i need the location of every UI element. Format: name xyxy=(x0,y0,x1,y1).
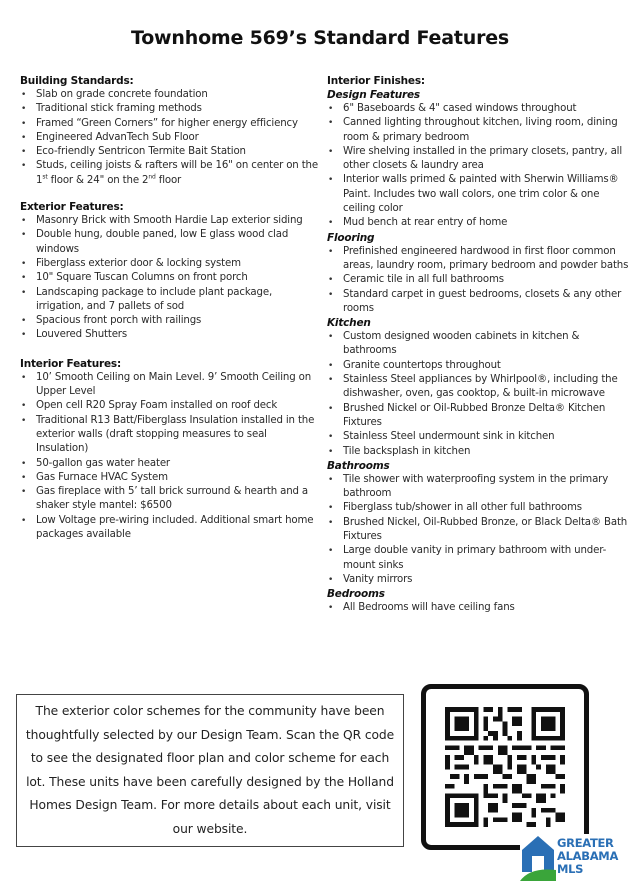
section-flooring xyxy=(327,231,632,316)
subsection-heading: Design Features xyxy=(327,89,420,101)
section-bathrooms xyxy=(327,459,632,587)
list-item: • Canned lighting throughout kitchen, living room, dining room & primary bedroom xyxy=(327,116,632,145)
section-bedrooms xyxy=(327,587,632,615)
list-item: • Mud bench at rear entry of home xyxy=(327,216,632,230)
design-features-list xyxy=(327,102,632,231)
section-exterior-features xyxy=(20,200,320,343)
logo-line: MLS xyxy=(557,862,584,876)
section-interior-features xyxy=(20,357,320,543)
list-item: • Stainless Steel appliances by Whirlpool®, including the dishwasher, oven, gas cooktop, & built-in microwave xyxy=(327,373,632,402)
list-item: • Granite countertops throughout xyxy=(327,359,632,373)
list-item: • Eco-friendly Sentricon Termite Bait Station xyxy=(20,145,320,159)
interior-features-list xyxy=(20,371,320,543)
list-item: • Low Voltage pre-wiring included. Additional smart home packages available xyxy=(20,514,320,543)
list-item: • Brushed Nickel or Oil-Rubbed Bronze Delta® Kitchen Fixtures xyxy=(327,402,632,431)
list-item: • Gas Furnace HVAC System xyxy=(20,471,320,485)
list-item: • Tile backsplash in kitchen xyxy=(327,445,632,459)
logo-line: ALABAMA xyxy=(557,849,619,863)
left-column xyxy=(20,74,320,542)
list-item: • Engineered AdvanTech Sub Floor xyxy=(20,131,320,145)
section-heading: Interior Features: xyxy=(20,357,121,370)
list-item: • Large double vanity in primary bathroom with under-mount sinks xyxy=(327,544,632,573)
list-item: • 50-gallon gas water heater xyxy=(20,457,320,471)
list-item: • Vanity mirrors xyxy=(327,573,632,587)
list-item: • Interior walls primed & painted with Sherwin Williams® Paint. Includes two wall colors, one trim color & one ceiling color xyxy=(327,173,632,216)
house-icon xyxy=(520,834,556,881)
list-item: • Tile shower with waterproofing system in the primary bathroom xyxy=(327,473,632,502)
section-kitchen xyxy=(327,316,632,459)
list-item: • 6" Baseboards & 4" cased windows throughout xyxy=(327,102,632,116)
logo-text xyxy=(557,837,618,876)
right-column xyxy=(327,74,632,616)
list-item: • Spacious front porch with railings xyxy=(20,314,320,328)
text: floor & 24" on the 2 xyxy=(47,174,149,186)
info-box xyxy=(16,694,404,847)
list-item: • Fiberglass exterior door & locking system xyxy=(20,257,320,271)
greater-alabama-mls-logo xyxy=(520,834,640,881)
list-item: • Masonry Brick with Smooth Hardie Lap exterior siding xyxy=(20,214,320,228)
section-heading-interior-finishes: Interior Finishes: xyxy=(327,75,425,87)
section-design-features xyxy=(327,88,632,231)
bedrooms-list xyxy=(327,601,632,615)
building-standards-list xyxy=(20,88,320,188)
text: floor xyxy=(155,174,182,186)
list-item: • Wire shelving installed in the primary closets, pantry, all other closets & laundry area xyxy=(327,145,632,174)
list-item: • Double hung, double paned, low E glass wood clad windows xyxy=(20,228,320,257)
list-item: • 10’ Smooth Ceiling on Main Level. 9’ Smooth Ceiling on Upper Level xyxy=(20,371,320,400)
exterior-features-list xyxy=(20,214,320,343)
subsection-heading: Flooring xyxy=(327,231,375,244)
list-item: • Stainless Steel undermount sink in kitchen xyxy=(327,430,632,444)
section-building-standards xyxy=(20,74,320,188)
list-item: • Gas fireplace with 5’ tall brick surround & hearth and a shaker style mantel: $6500 xyxy=(20,485,320,514)
section-heading: Exterior Features: xyxy=(20,201,124,214)
list-item: • Framed “Green Corners” for higher energy efficiency xyxy=(20,117,320,131)
list-item: • All Bedrooms will have ceiling fans xyxy=(327,601,632,615)
list-item: • Custom designed wooden cabinets in kitchen & bathrooms xyxy=(327,330,632,359)
superscript: nd xyxy=(148,173,156,181)
list-item: • Open cell R20 Spray Foam installed on roof deck xyxy=(20,399,320,413)
section-heading: Building Standards: xyxy=(20,75,134,87)
page-title: Townhome 569’s Standard Features xyxy=(130,27,510,49)
bathrooms-list xyxy=(327,473,632,587)
list-item: • Ceramic tile in all full bathrooms xyxy=(327,273,632,287)
list-item: • 10" Square Tuscan Columns on front porch xyxy=(20,271,320,285)
logo-line: GREATER xyxy=(557,836,614,850)
list-item: • Standard carpet in guest bedrooms, closets & any other rooms xyxy=(327,288,632,317)
list-item-studs xyxy=(20,159,320,188)
qr-code-frame[interactable] xyxy=(421,684,589,850)
list-item: • Prefinished engineered hardwood in first floor common areas, laundry room, primary bedroom and powder baths xyxy=(327,245,632,274)
text: Studs, ceiling joists & rafters will be 16" on center on the 1 xyxy=(36,160,318,186)
list-item: • Louvered Shutters xyxy=(20,328,320,342)
list-item: • Brushed Nickel, Oil-Rubbed Bronze, or Black Delta® Bath Fixtures xyxy=(327,516,632,545)
subsection-heading: Bedrooms xyxy=(327,588,385,601)
subsection-heading: Kitchen xyxy=(327,317,371,330)
list-item: • Slab on grade concrete foundation xyxy=(20,88,320,102)
list-item: • Fiberglass tub/shower in all other full bathrooms xyxy=(327,501,632,515)
list-item: • Landscaping package to include plant package, irrigation, and 7 pallets of sod xyxy=(20,286,320,315)
kitchen-list xyxy=(327,330,632,459)
superscript: st xyxy=(42,173,48,181)
subsection-heading: Bathrooms xyxy=(327,459,390,472)
list-item: • Traditional stick framing methods xyxy=(20,102,320,116)
qr-code-icon[interactable] xyxy=(445,706,565,828)
flooring-list xyxy=(327,245,632,316)
list-item: • Traditional R13 Batt/Fiberglass Insulation installed in the exterior walls (draft stopping measures to seal Insulation) xyxy=(20,414,320,457)
info-text: The exterior color schemes for the community have been thoughtfully selected by our Design Team. Scan the QR code to see the designated floor plan and color scheme for each lot. These units have been carefully designed by the Holland Homes Design Team. For more details about each unit, visit our website. xyxy=(25,704,395,836)
